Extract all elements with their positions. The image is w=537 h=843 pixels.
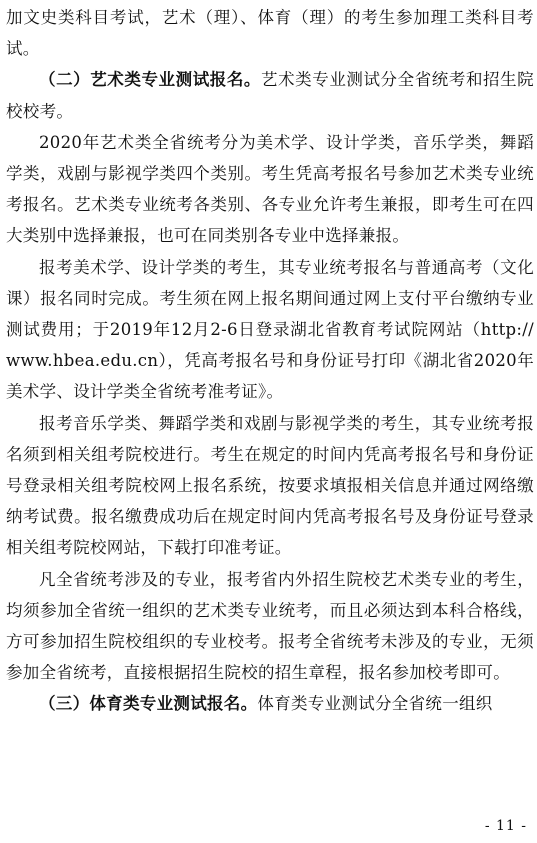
page-number: - 11 - bbox=[484, 818, 527, 834]
section-two-paragraph bbox=[6, 64, 534, 126]
document-body bbox=[6, 2, 534, 720]
paragraph-art-exam-categories: 2020年艺术类全省统考分为美术学、设计学类，音乐学类，舞蹈学类，戏剧与影视学类四个类别。考生凭高考报名号参加艺术类专业统考报名。艺术类专业统考各类别、各专业允许考生兼报，即考生可在四大类别中选择兼报，也可在同类别各专业中选择兼报。 bbox=[6, 132, 534, 246]
section-three-heading: （三）体育类专业测试报名。 bbox=[39, 694, 258, 714]
section-three-paragraph bbox=[6, 688, 534, 719]
paragraph-music-dance-registration: 报考音乐学类、舞蹈学类和戏剧与影视学类的考生，其专业统考报名须到相关组考院校进行。考生在规定的时间内凭高考报名号和身份证号登录相关组考院校网上报名系统，按要求填报相关信息并通过网络缴纳考试费。报名缴费成功后在规定时间内凭高考报名号及身份证号登录相关组考院校网站，下载打印准考证。 bbox=[6, 413, 534, 558]
section-two-intro: 艺术类专业测试分全省统考和招生院校校考。 bbox=[6, 70, 534, 121]
paragraph-provincial-exam-requirement: 凡全省统考涉及的专业，报考省内外招生院校艺术类专业的考生，均须参加全省统一组织的艺术类专业统考，而且必须达到本科合格线，方可参加招生院校组织的专业校考。报考全省统考未涉及的专业，无须参加全省统考，直接根据招生院校的招生章程，报名参加校考即可。 bbox=[6, 569, 534, 683]
section-three-intro: 体育类专业测试分全省统一组织 bbox=[257, 694, 493, 714]
paragraph-fine-arts-registration: 报考美术学、设计学类的考生，其专业统考报名与普通高考（文化课）报名同时完成。考生须在网上报名期间通过网上支付平台缴纳专业测试费用；于2019年12月2-6日登录湖北省教育考试院网站（http://www.hbea.edu.cn），凭高考报名号和身份证号打印《湖北省2020年美术学、设计学类全省统考准考证》。 bbox=[6, 257, 534, 402]
paragraph-continuation: 加文史类科目考试，艺术（理）、体育（理）的考生参加理工类科目考试。 bbox=[6, 8, 534, 59]
section-two-heading: （二）艺术类专业测试报名。 bbox=[39, 70, 262, 90]
